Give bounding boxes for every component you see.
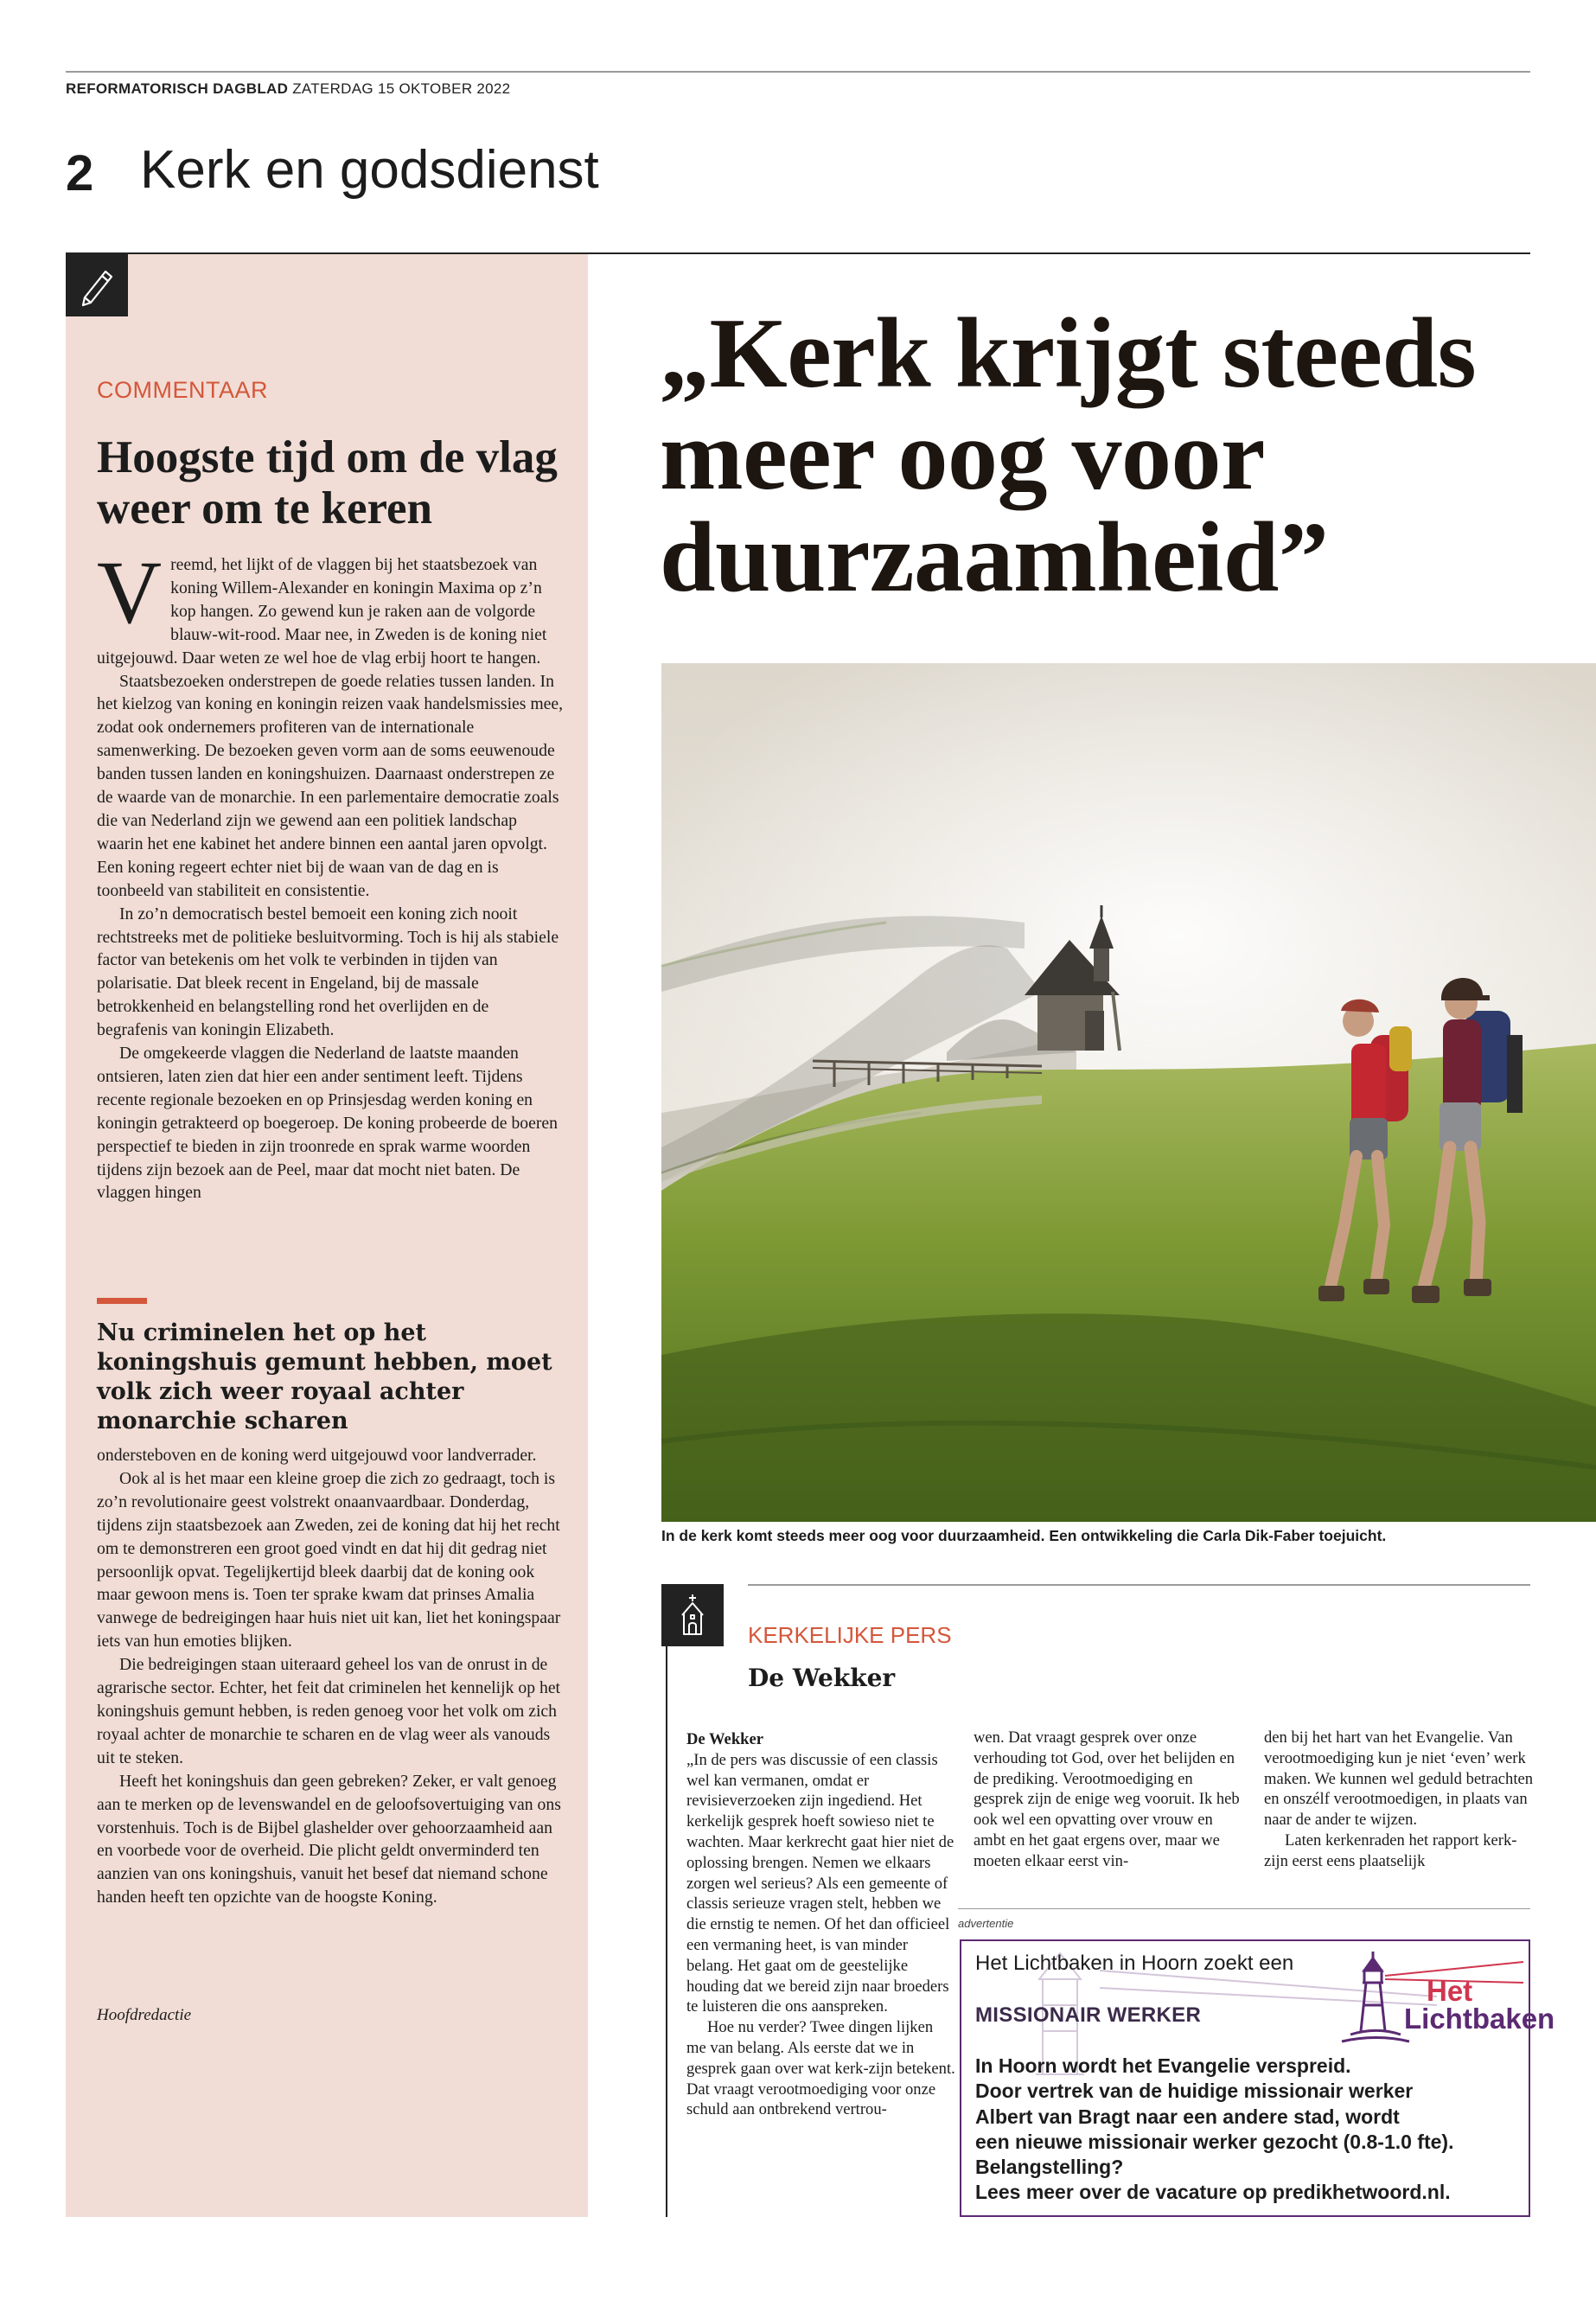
commentary-kicker: COMMENTAAR: [97, 377, 268, 403]
ad-logo-line-2: Lichtbaken: [1404, 2003, 1555, 2035]
ad-text: [975, 2054, 1520, 2206]
commentary-body-bottom: [97, 1444, 564, 1909]
masthead: [66, 80, 510, 98]
press-column-1: [686, 1729, 956, 2120]
article-photo: [661, 663, 1596, 1522]
commentary-body-top: [97, 543, 564, 1204]
press-rule: [748, 1584, 1530, 1586]
press-title: De Wekker: [748, 1664, 896, 1692]
press-column-rule: [666, 1646, 667, 2217]
commentary-paragraph: ondersteboven en de koning werd uitgejouwd voor landverrader.: [97, 1446, 537, 1465]
issue-date: ZATERDAG 15 OKTOBER 2022: [292, 80, 511, 97]
press-column-2: [974, 1728, 1243, 1872]
pull-quote-rule: [97, 1298, 147, 1304]
ad-headline: Het Lichtbaken in Hoorn zoekt een: [975, 1952, 1294, 1975]
pen-icon: [66, 254, 128, 316]
press-kicker: KERKELIJKE PERS: [748, 1622, 952, 1648]
article-headline: „Kerk krijgt steeds meer oog voor duurzaamheid”: [660, 298, 1477, 613]
pull-quote: Nu criminelen het op het koningshuis gemunt hebben, moet volk zich weer royaal achter monarchie scharen: [97, 1319, 552, 1434]
ad-line: Albert van Bragt naar een andere stad, wordt: [975, 2105, 1400, 2128]
commentary-paragraph: Staatsbezoeken onderstrepen de goede relaties tussen landen. In het kielzog van koning en koningin reizen vaak handelsmissies mee, zodat ook ondernemers profiteren van de internationale samenwerking. De bezoeken geven vorm aan de soms eeuwenoude banden tussen landen en koningshuizen. Daarnaast onderstrepen ze de waarde van de monarchie. In een parlementaire democratie zoals die van Nederland zijn we gewend aan een politiek landschap waarin het ene kabinet het andere binnen een aantal jaren opvolgt. Een koning regeert echter niet bij de waan van de dag en is toonbeeld van stabiliteit en consistentie.: [97, 671, 564, 900]
ad-line: Belangstelling?: [975, 2156, 1124, 2179]
press-paragraph: wen. Dat vraagt gesprek over onze verhouding tot God, over het belijden en de prediking. Verootmoediging en gesprek zijn de enige weg vooruit. Ik heb ook wel een opvatting over vrouw en ambt en het gaat ergens over, maar we moeten elkaar eerst vin-: [974, 1728, 1240, 1870]
masthead-rule: [66, 71, 1530, 73]
commentary-paragraph: Die bedreigingen staan uiteraard geheel los van de onrust in de agrarische sector. Echter, het feit dat criminelen het kennelijk op het koningshuis gemunt hebben, is reden genoeg voor het volk om zich royaal achter de monarchie te scharen en de vlag weer als vanouds uit te steken.: [97, 1655, 561, 1767]
press-column-3: [1264, 1728, 1534, 1872]
ad-link[interactable]: Lees meer over de vacature op predikhetwoord.nl.: [975, 2181, 1451, 2204]
ad-label: advertentie: [958, 1917, 1014, 1930]
press-paragraph: Hoe nu verder? Twee dingen lijken me van belang. Als eerste dat we in gesprek gaan over wat kerk-zijn betekent. Dat vraagt verootmoediging voor onze schuld aan ontbrekend vertrou-: [686, 2018, 955, 2119]
commentary-paragraph: De omgekeerde vlaggen die Nederland de laatste maanden ontsieren, laten zien dat hier een ander sentiment leeft. Tijdens recente regionale bezoeken en op Prinsjesdag werden koning en koningin getrakteerd op boegeroep. De koning probeerde de boeren perspectief te bieden in zijn troonrede en sprak warme woorden tijdens zijn bezoek aan de Peel, maar dat mocht niet baten. De vlaggen hingen: [97, 1044, 559, 1203]
section-title: Kerk en godsdienst: [140, 140, 599, 200]
commentary-paragraph: Vreemd, het lijkt of de vlaggen bij het staatsbezoek van koning Willem-Alexander en koningin Maxima op z’n kop hangen. Zo gewend kun je raken aan de volgorde blauw-wit-rood. Maar nee, in Zweden is de koning niet uitgejouwd. Daar weten ze wel hoe de vlag erbij hoort te hangen.: [97, 543, 547, 668]
commentary-title: Hoogste tijd om de vlag weer om te keren: [97, 432, 558, 533]
dropcap: V: [97, 543, 163, 642]
page-number: 2: [66, 145, 94, 201]
commentary-paragraph: Heeft het koningshuis dan geen gebreken? Zeker, er valt genoeg aan te merken op de levenswandel en de geloofsovertuiging van ons vorstenhuis. Toch is de Bijbel glashelder over gehoorzaamheid aan en voorbede voor de overheid. Die plicht geldt onverminderd ten aanzien van ons koningshuis, vanuit het besef dat niemand schone handen heeft ten opzichte van de hoogste Koning.: [97, 1771, 561, 1907]
press-source: De Wekker: [686, 1730, 764, 1748]
ad-logo-line-1: Het: [1427, 1975, 1473, 2007]
press-paragraph: den bij het hart van het Evangelie. Van verootmoediging kun je niet ‘even’ werk maken. We kunnen wel geduld betrachten en onszélf verootmoedigen, in plaats van naar de ander te wijzen.: [1264, 1728, 1534, 1830]
press-paragraph: De Wekker „In de pers was discussie of een classis wel kan vermanen, omdat er revisieverzoeken zijn ingediend. Het kerkelijk gesprek hoeft sowieso niet te wachten. Maar kerkrecht gaat hier niet de oplossing brengen. Nemen we elkaars zorgen wel serieus? Als een gemeente of classis serieuze vragen stelt, hebben we die ernstig te nemen. Of het dan officieel een vermaning heet, is van minder belang. Het gaat om de geestelijke houding dat we bereid zijn naar broeders te luisteren die ons aanspreken.: [686, 1729, 956, 2017]
newspaper-name: REFORMATORISCH DAGBLAD: [66, 80, 289, 97]
ad-line: In Hoorn wordt het Evangelie verspreid.: [975, 2054, 1351, 2077]
commentary-signature: Hoofdredactie: [97, 2006, 192, 2024]
ad-line: een nieuwe missionair werker gezocht (0.8-1.0 fte).: [975, 2130, 1454, 2153]
advertisement[interactable]: [960, 1939, 1555, 2217]
ad-subtitle: MISSIONAIR WERKER: [975, 2003, 1202, 2027]
ad-rule: [958, 1908, 1530, 1909]
photo-caption: In de kerk komt steeds meer oog voor duurzaamheid. Een ontwikkeling die Carla Dik-Faber toejuicht.: [661, 1527, 1387, 1544]
ad-logo: [1404, 1977, 1555, 2033]
commentary-paragraph: In zo’n democratisch bestel bemoeit een koning zich nooit rechtstreeks met de politieke besluitvorming. Toch is hij als stabiele factor van betekenis om het volk te verbinden in tijden van polarisatie. Dat bleek recent in Engeland, bij de massale betrokkenheid en belangstelling rond het overlijden en de begrafenis van koningin Elizabeth.: [97, 904, 559, 1040]
ad-line: Door vertrek van de huidige missionair werker: [975, 2080, 1414, 2103]
commentary-paragraph: Ook al is het maar een kleine groep die zich zo gedraagt, toch is zo’n revolutionaire geest volstrekt onaanvaardbaar. Donderdag, tijdens zijn staatsbezoek aan Zweden, zei de koning dat hij het recht om te demonstreren een groot goed vindt en dat hij dit gedrag niet persoonlijk opvat. Tegelijkertijd bleek daarbij dat de koning ook maar gewoon mens is. Toen ter sprake kwam dat prinses Amalia vanwege de bedreigingen haar huis niet uit kan, liet het koningspaar iets van hun emoties blijken.: [97, 1468, 561, 1652]
church-icon: [661, 1584, 724, 1646]
press-paragraph: Laten kerkenraden het rapport kerk-zijn eerst eens plaatselijk: [1264, 1830, 1517, 1870]
